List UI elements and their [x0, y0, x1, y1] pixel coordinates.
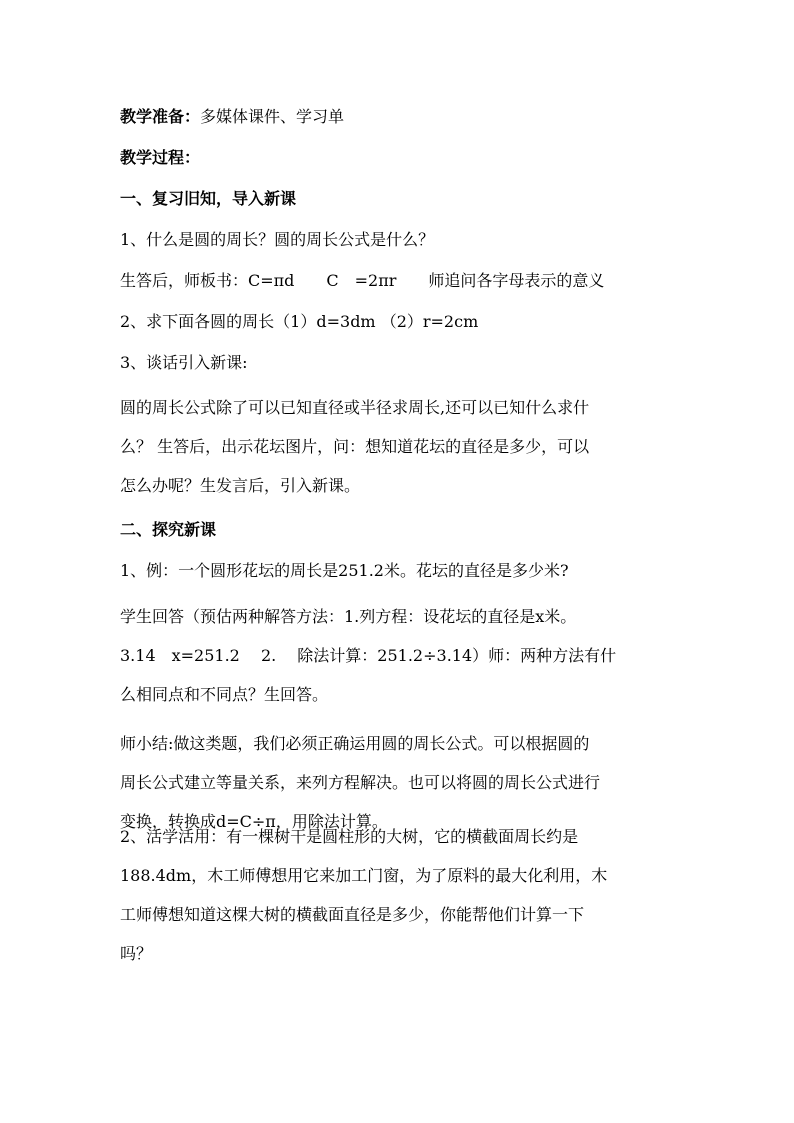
section1-item1: 1、什么是圆的周长？圆的周长公式是什么？: [120, 230, 435, 249]
paragraph-line: 师小结:做这类题，我们必须正确运用圆的周长公式。可以根据圆的: [120, 734, 590, 753]
teaching-prep-label: 教学准备：: [120, 107, 201, 126]
section2-heading: 二、探究新课: [120, 520, 217, 539]
section1-item1-answer: 生答后，师板书：C=πd C =2πr 师追问各字母表示的意义: [120, 271, 605, 290]
section2-practice-paragraph: [120, 817, 676, 973]
paragraph-line: 圆的周长公式除了可以已知直径或半径求周长,还可以已知什么求什: [120, 398, 590, 417]
section1-heading: 一、复习旧知，导入新课: [120, 189, 297, 208]
section2-example: 1、例：一个圆形花坛的周长是251.2米。花坛的直径是多少米?: [120, 561, 569, 580]
section1-item3: 3、谈话引入新课:: [120, 353, 248, 372]
paragraph-line: 变换，转换成d=C÷π，用除法计算。: [120, 812, 388, 831]
teaching-process-heading: 教学过程：: [120, 148, 201, 167]
paragraph-line: 学生回答（预估两种解答方法：1.列方程：设花坛的直径是x米。: [120, 607, 577, 626]
paragraph-line: 么相同点和不同点？生回答。: [120, 685, 329, 704]
paragraph-line: 吗？: [120, 944, 153, 963]
section1-item2: 2、求下面各圆的周长（1）d=3dm （2）r=2cm: [120, 312, 479, 331]
section2-answer-paragraph: [120, 597, 676, 714]
teaching-prep-text: 多媒体课件、学习单: [200, 107, 345, 126]
paragraph-line: 2、活学活用：有一棵树干是圆柱形的大树，它的横截面周长约是: [120, 827, 579, 846]
paragraph-line: 周长公式建立等量关系，来列方程解决。也可以将圆的周长公式进行: [120, 773, 601, 792]
paragraph-line: 么？ 生答后，出示花坛图片，问：想知道花坛的直径是多少，可以: [120, 437, 590, 456]
paragraph-line: 怎么办呢？生发言后，引入新课。: [120, 476, 361, 495]
teaching-prep-line: [120, 107, 344, 127]
paragraph-line: 工师傅想知道这棵大树的横截面直径是多少，你能帮他们计算一下: [120, 905, 585, 924]
section1-item3-paragraph: [120, 388, 676, 505]
paragraph-line: 3.14 x=251.2 2. 除法计算：251.2÷3.14）师：两种方法有什: [120, 646, 617, 665]
paragraph-line: 188.4dm，木工师傅想用它来加工门窗，为了原料的最大化利用，木: [120, 866, 608, 885]
